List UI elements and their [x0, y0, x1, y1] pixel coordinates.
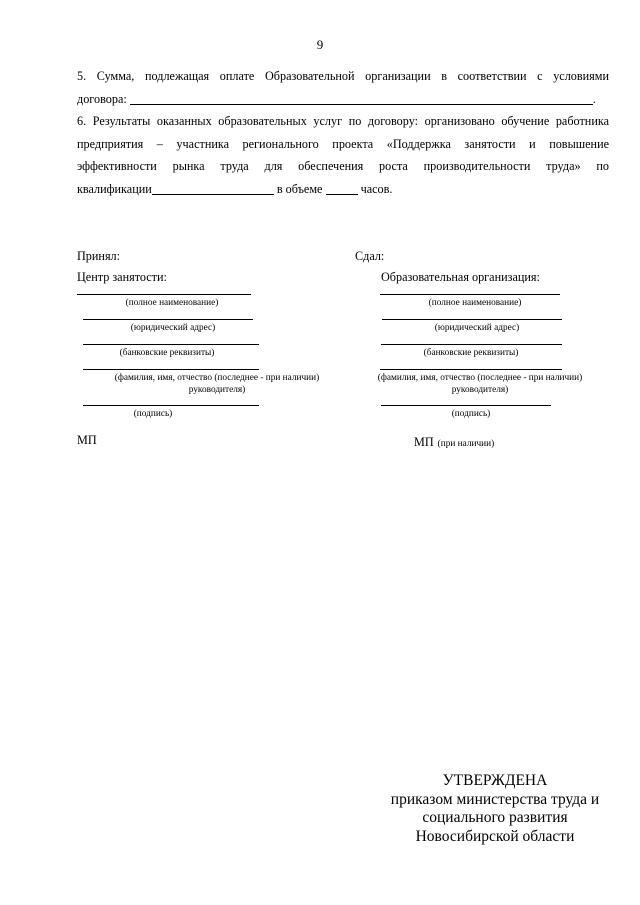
section-5-period: . [592, 91, 596, 106]
left-stamp: МП [77, 433, 97, 447]
left-fio-text: (фамилия, имя, отчество (последнее - при наличии) [114, 373, 320, 383]
left-address-line [83, 319, 253, 320]
section-6-line-3: эффективности рынка труда для обеспечения роста производительности труда» по [77, 159, 609, 173]
left-bank-line [83, 344, 259, 345]
handed-label: Сдал: [355, 249, 385, 263]
section-5-line-1: 5. Сумма, подлежащая оплате Образовательной организации в соответствии с условиями [77, 69, 609, 83]
left-full-name-caption: (полное наименование) [125, 298, 219, 308]
right-signature-line [381, 405, 551, 406]
right-stamp [414, 433, 494, 451]
left-signature-line [83, 405, 259, 406]
employment-center-label: Центр занятости: [77, 270, 167, 284]
section-6-line-2: предприятия – участника регионального проекта «Поддержка занятости и повышение [77, 136, 609, 151]
educational-org-label: Образовательная организация: [381, 270, 540, 284]
left-fio-caption [77, 373, 357, 396]
section-6-line-1: 6. Результаты оказанных образовательных услуг по договору: организовано обучение работника [77, 114, 609, 128]
section-5 [77, 65, 609, 110]
left-bank-caption: (банковские реквизиты) [119, 348, 215, 358]
hours-label: часов. [360, 181, 393, 196]
right-bank-caption: (банковские реквизиты) [423, 348, 519, 358]
qualification-label: квалификации [77, 181, 152, 196]
right-fio-line [380, 369, 562, 370]
left-legal-address-caption: (юридический адрес) [130, 323, 216, 333]
right-name-line [380, 294, 560, 295]
approval-line-2: приказом министерства труда и [390, 790, 600, 808]
approval-title: УТВЕРЖДЕНА [442, 772, 548, 789]
right-stamp-note: (при наличии) [437, 439, 495, 449]
section-5-line-2 [77, 88, 609, 111]
right-address-line [382, 319, 562, 320]
left-fio-text-2: руководителя) [188, 384, 246, 395]
right-bank-line [381, 344, 562, 345]
approval-line-3: социального развития [422, 809, 568, 826]
right-legal-address-caption: (юридический адрес) [434, 323, 520, 333]
left-name-line [77, 294, 251, 295]
approval-block [360, 772, 630, 846]
qualification-blank-line [152, 180, 274, 195]
right-full-name-caption: (полное наименование) [428, 298, 522, 308]
volume-label: в объеме [276, 181, 323, 196]
hours-blank-line [326, 180, 358, 195]
section-6-line-4 [77, 178, 609, 201]
section-6 [77, 110, 609, 200]
left-fio-line [83, 369, 259, 370]
approval-line-4: Новосибирской области [415, 827, 575, 845]
page-number: 9 [316, 37, 324, 52]
right-fio-text: (фамилия, имя, отчество (последнее - при наличии) [377, 373, 583, 383]
right-signature-caption: (подпись) [451, 409, 491, 419]
right-fio-caption [340, 373, 620, 396]
right-fio-text-2: руководителя) [451, 384, 509, 395]
left-signature-caption: (подпись) [133, 409, 173, 419]
section-5-label: договора: [77, 91, 127, 106]
amount-blank-line [130, 90, 593, 105]
received-label: Принял: [77, 249, 121, 263]
right-stamp-text: МП [414, 435, 434, 449]
